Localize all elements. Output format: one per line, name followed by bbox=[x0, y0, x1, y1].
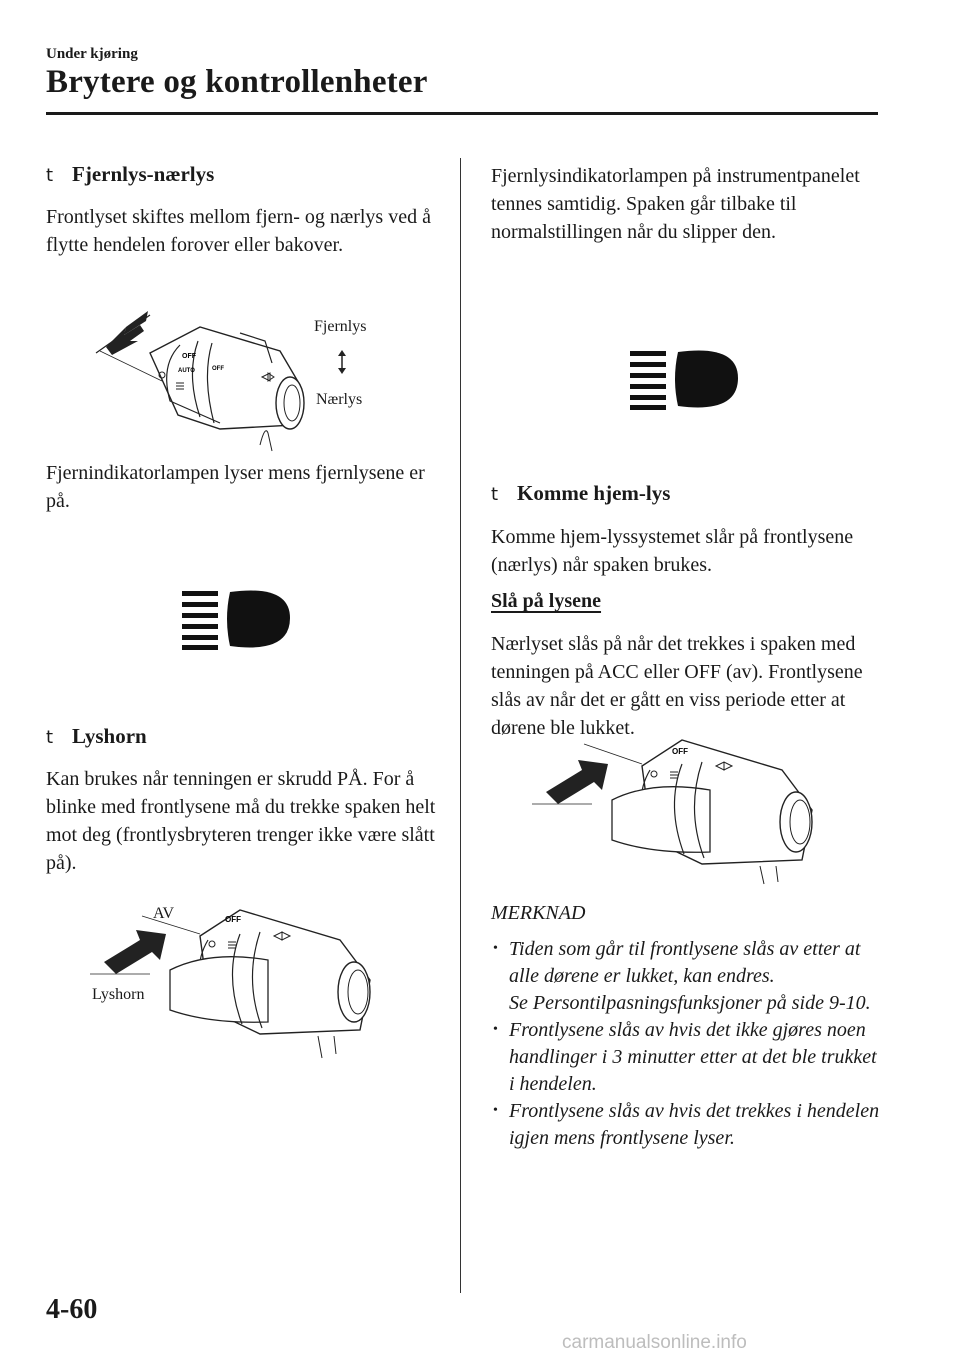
list-item: • Tiden som går til frontlysene slås av etter at alle dørene er lukket, kan endres. bbox=[491, 936, 881, 990]
paragraph-coming-home: Komme hjem-lyssystemet slår på frontlysene (nærlys) når spaken brukes. bbox=[491, 526, 854, 576]
double-arrow-icon bbox=[96, 311, 150, 355]
page-title: Brytere og kontrollenheter bbox=[46, 64, 428, 100]
lever-off-label: OFF bbox=[225, 915, 241, 924]
label-lyshorn: Lyshorn bbox=[92, 986, 145, 1003]
heading-flash-to-pass: t Lyshorn bbox=[46, 724, 147, 748]
lever-off2-label: OFF bbox=[212, 366, 224, 372]
lever-auto-label: AUTO bbox=[178, 368, 195, 374]
lever-illustration-flash bbox=[90, 900, 400, 1060]
updown-arrow-icon bbox=[336, 350, 348, 374]
heading-coming-home: t Komme hjem-lys bbox=[491, 481, 671, 505]
section-label: Under kjøring bbox=[46, 46, 138, 62]
label-naerlys: Nærlys bbox=[316, 391, 363, 408]
lever-illustration-coming-home bbox=[532, 738, 842, 888]
paragraph-flash-to-pass: Kan brukes når tenningen er skrudd PÅ. For å blinke med frontlysene må du trekke spaken helt mot deg (frontlysbryteren trenger ikke være slått på). bbox=[46, 768, 436, 874]
high-beam-indicator-icon bbox=[626, 348, 742, 410]
page-number: 4-60 bbox=[46, 1294, 98, 1325]
note-title: MERKNAD bbox=[491, 902, 586, 924]
list-item: • Frontlysene slås av hvis det trekkes i hendelen igjen mens frontlysene lyser. bbox=[491, 1098, 881, 1152]
list-item: • Frontlysene slås av hvis det ikke gjøres noen handlinger i 3 minutter etter at det ble trukket i hendelen. bbox=[491, 1017, 881, 1098]
pull-arrow-icon bbox=[104, 930, 166, 974]
label-av: AV bbox=[153, 905, 175, 922]
paragraph-high-low-beam: Frontlyset skiftes mellom fjern- og nærlys ved å flytte hendelen forover eller bakover. bbox=[46, 206, 431, 256]
bullet-icon: t bbox=[46, 165, 54, 186]
watermark: carmanualsonline.info bbox=[562, 1332, 747, 1353]
list-item: Se Persontilpasningsfunksjoner på side 9-10. bbox=[509, 992, 871, 1014]
heading-high-low-beam: t Fjernlys-nærlys bbox=[46, 162, 215, 186]
lever-off-label: OFF bbox=[672, 747, 688, 756]
bullet-icon: t bbox=[46, 727, 54, 748]
bullet-icon: t bbox=[491, 484, 499, 505]
note-list bbox=[491, 936, 881, 1152]
subheading-turn-on: Slå på lysene bbox=[491, 590, 602, 612]
label-fjernlys: Fjernlys bbox=[314, 318, 367, 335]
column-divider bbox=[460, 158, 461, 1293]
paragraph-indicator: Fjernindikatorlampen lyser mens fjernlysene er på. bbox=[46, 462, 425, 512]
header-rule bbox=[46, 112, 878, 115]
lever-off-label: OFF bbox=[182, 353, 196, 360]
paragraph-turn-on: Nærlyset slås på når det trekkes i spaken med tenningen på ACC eller OFF (av). Frontlysene slås av når det er gått en viss periode etter at dørene ble lukket. bbox=[491, 633, 863, 739]
pull-arrow-icon bbox=[546, 760, 608, 804]
paragraph-continued: Fjernlysindikatorlampen på instrumentpanelet tennes samtidig. Spaken går tilbake til normalstillingen når du slipper den. bbox=[491, 165, 860, 243]
high-beam-indicator-icon bbox=[178, 588, 294, 650]
